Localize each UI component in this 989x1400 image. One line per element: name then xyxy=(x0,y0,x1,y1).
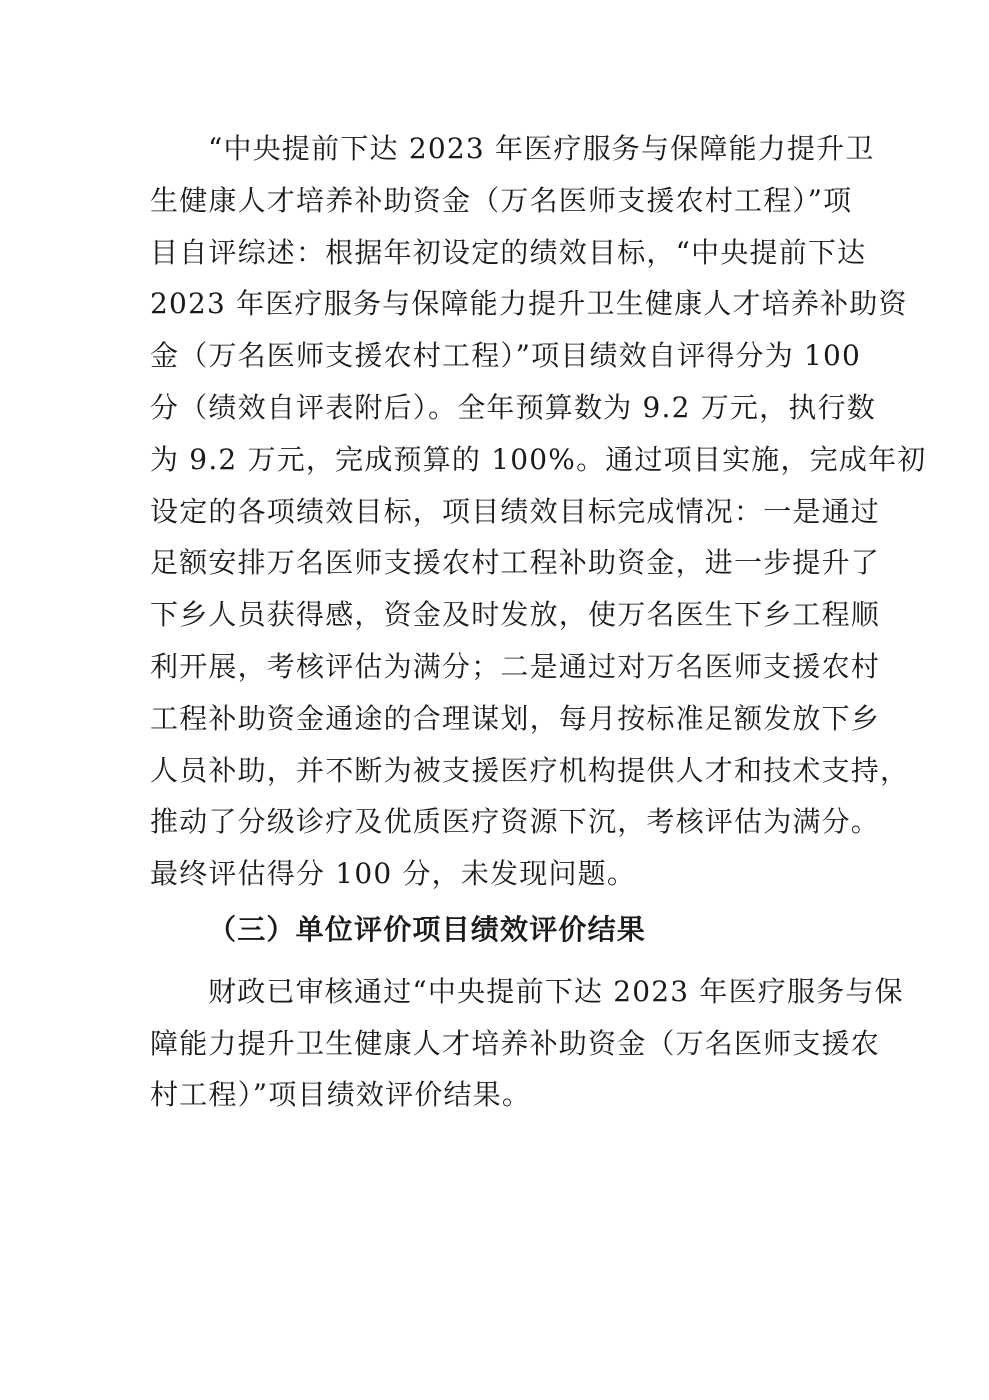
paragraph-line: 分（绩效自评表附后）。全年预算数为 9.2 万元，执行数 xyxy=(150,390,876,424)
evaluation-result-paragraph xyxy=(150,966,904,1121)
paragraph-line: “中央提前下达 2023 年医疗服务与保障能力提升卫 xyxy=(208,132,875,165)
paragraph-line: 人员补助，并不断为被支援医疗机构提供人才和技术支持， xyxy=(150,753,910,787)
paragraph-line: 利开展，考核评估为满分；二是通过对万名医师支援农村 xyxy=(150,649,881,683)
paragraph-line: 最终评估得分 100 分，未发现问题。 xyxy=(150,857,637,891)
section-heading: （三）单位评价项目绩效评价结果 xyxy=(208,912,647,946)
paragraph-line: 目自评综述：根据年初设定的绩效目标，“中央提前下达 xyxy=(150,235,867,269)
document-body xyxy=(150,123,927,1121)
paragraph-line: 工程补助资金通途的合理谋划，每月按标准足额发放下乡 xyxy=(150,701,881,735)
paragraph-line: 生健康人才培养补助资金（万名医师支援农村工程）”项 xyxy=(150,183,853,217)
paragraph-line: 财政已审核通过“中央提前下达 2023 年医疗服务与保 xyxy=(208,974,904,1008)
paragraph-line: 推动了分级诊疗及优质医疗资源下沉，考核评估为满分。 xyxy=(150,805,881,839)
paragraph-line: 足额安排万名医师支援农村工程补助资金，进一步提升了 xyxy=(150,546,881,580)
paragraph-line: 为 9.2 万元，完成预算的 100%。通过项目实施，完成年初 xyxy=(150,442,927,476)
paragraph-line: 障能力提升卫生健康人才培养补助资金（万名医师支援农 xyxy=(150,1026,881,1060)
paragraph-line: 村工程）”项目绩效评价结果。 xyxy=(150,1078,532,1112)
paragraph-line: 金（万名医师支援农村工程）”项目绩效自评得分为 100 xyxy=(150,339,862,373)
paragraph-line: 2023 年医疗服务与保障能力提升卫生健康人才培养补助资 xyxy=(150,287,908,321)
paragraph-line: 设定的各项绩效目标，项目绩效目标完成情况：一是通过 xyxy=(150,494,881,528)
paragraph-line: 下乡人员获得感，资金及时发放，使万名医生下乡工程顺 xyxy=(150,598,881,632)
self-evaluation-paragraph xyxy=(150,123,927,900)
